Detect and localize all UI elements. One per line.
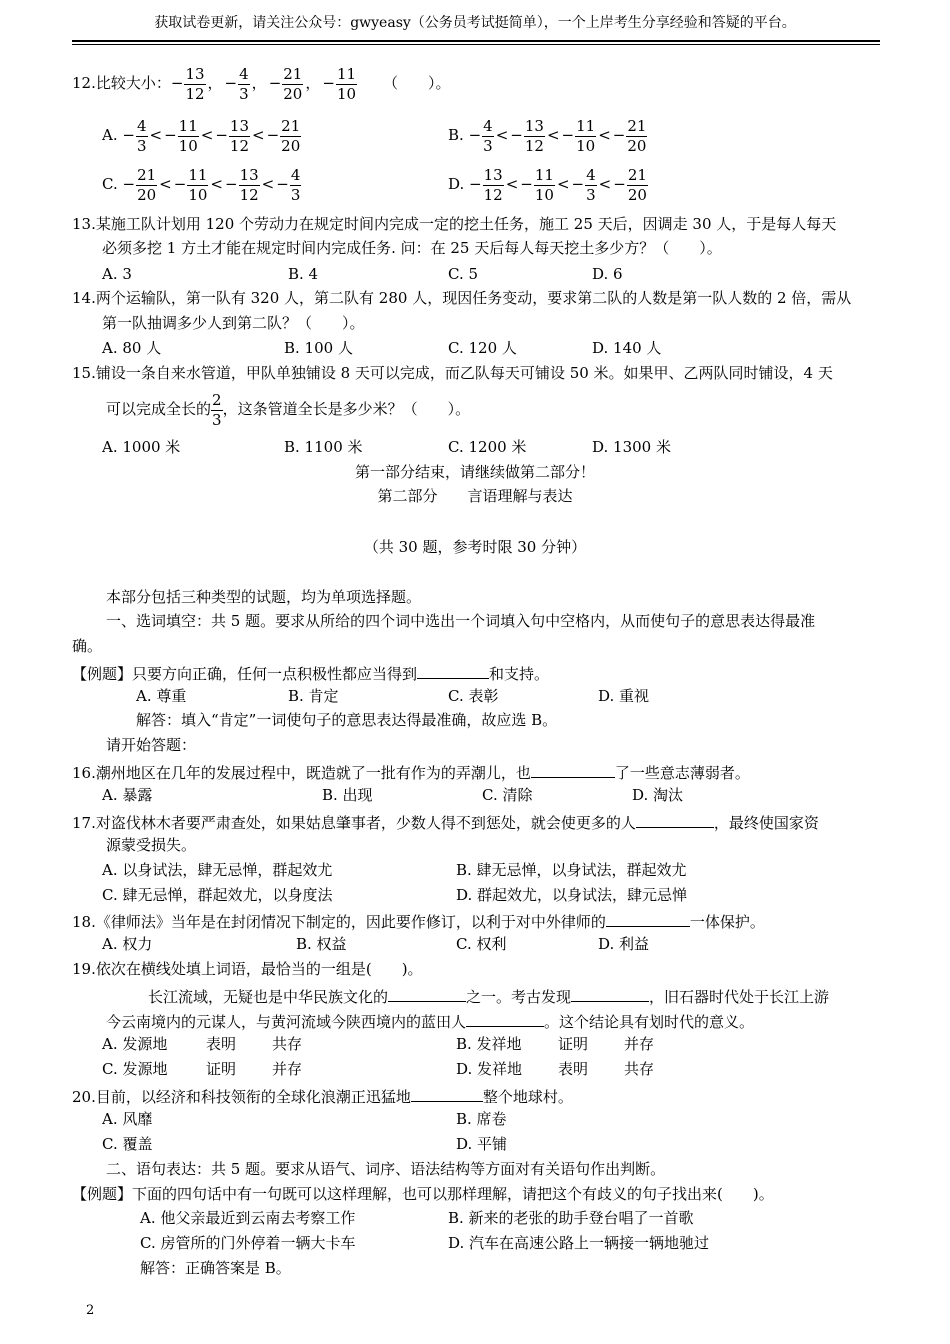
- less-than-sign: <: [149, 126, 163, 144]
- q19-option-b: [456, 1035, 655, 1053]
- q20-stem: [72, 1087, 573, 1105]
- fraction: [136, 118, 148, 154]
- opt-word: 共存: [272, 1035, 303, 1053]
- q18-stem: [72, 912, 765, 930]
- denominator: 10: [178, 136, 198, 155]
- example1-option-c: C. 表彰: [448, 687, 499, 705]
- q19-p1a: 长江流域，无疑也是中华民族文化的: [148, 988, 389, 1006]
- opt-word: C. 发源地: [102, 1060, 168, 1078]
- part2-intro: 本部分包括三种类型的试题，均为单项选择题。: [106, 588, 422, 606]
- opt-word: A. 发源地: [102, 1035, 168, 1053]
- example2-option-d: D. 汽车在高速公路上一辆接一辆地驰过: [448, 1234, 710, 1252]
- q20-option-c: C. 覆盖: [102, 1135, 153, 1153]
- minus-sign: −: [571, 175, 585, 193]
- opt-word: 表明: [206, 1035, 237, 1053]
- numerator: 11: [336, 65, 357, 83]
- fraction: [178, 118, 199, 154]
- q20-option-b: B. 席卷: [456, 1110, 507, 1128]
- minus-sign: −: [225, 175, 238, 193]
- example1-option-a: A. 尊重: [136, 687, 187, 705]
- numerator: 21: [281, 117, 301, 135]
- q20-option-d: D. 平铺: [456, 1135, 508, 1153]
- numerator: 21: [283, 65, 303, 83]
- denominator: 10: [188, 185, 208, 204]
- denominator: 20: [137, 185, 157, 204]
- q17-option-c: C. 肆无忌惮，群起效尤，以身度法: [102, 886, 333, 904]
- minus-sign: −: [613, 175, 626, 193]
- part2-subtitle: （共 30 题，参考时限 30 分钟）: [363, 538, 587, 556]
- example2-stem: 【例题】下面的四句话中有一句既可以这样理解，也可以那样理解，请把这个有歧义的句子找出来( )。: [72, 1185, 774, 1203]
- numerator: 4: [586, 166, 596, 184]
- q17-option-d: D. 群起效尤，以身试法，肆元忌惮: [456, 886, 688, 904]
- denominator: 3: [212, 410, 222, 429]
- denominator: 20: [281, 136, 301, 155]
- less-than-sign: <: [210, 175, 223, 193]
- blank: [531, 763, 615, 778]
- type1-line2: 确。: [72, 637, 103, 655]
- denominator: 10: [534, 185, 554, 204]
- denominator: 10: [336, 84, 357, 103]
- start-prompt: 请开始答题：: [106, 736, 197, 754]
- q15-line2-pre: 可以完成全长的: [106, 400, 212, 418]
- q18-option-c: C. 权利: [456, 935, 507, 953]
- numerator: 11: [576, 117, 596, 135]
- fraction: [627, 167, 648, 203]
- numerator: 21: [627, 117, 647, 135]
- q19-option-c: [102, 1060, 303, 1078]
- minus-sign: −: [612, 126, 626, 144]
- minus-sign: −: [468, 126, 482, 144]
- q16-option-a: A. 暴露: [102, 786, 153, 804]
- numerator: 21: [627, 166, 647, 184]
- blank: [417, 664, 489, 679]
- less-than-sign: <: [200, 126, 214, 144]
- example1-option-b: B. 肯定: [288, 687, 339, 705]
- q15-fraction: [211, 392, 223, 428]
- q14-option-d: D. 140 人: [592, 339, 662, 357]
- opt-word: 证明: [206, 1060, 237, 1078]
- less-than-sign: <: [252, 126, 265, 144]
- example2-option-c: C. 房管所的门外停着一辆大卡车: [140, 1234, 356, 1252]
- q12-option-a: [102, 118, 301, 154]
- less-than-sign: <: [598, 175, 612, 193]
- opt-word: 并存: [624, 1035, 655, 1053]
- q18-pre: 18.《律师法》当年是在封闭情况下制定的，因此要作修订，以利于对中外律师的: [72, 913, 606, 931]
- q17-pre: 17.对盗伐林木者要严肃查处，如果姑息肇事者，少数人得不到惩处，就会使更多的人: [72, 814, 636, 832]
- less-than-sign: <: [546, 126, 560, 144]
- less-than-sign: <: [556, 175, 570, 193]
- q13-option-d: D. 6: [592, 265, 623, 283]
- numerator: 4: [290, 166, 301, 184]
- numerator: 13: [524, 117, 544, 135]
- minus-sign: −: [173, 175, 187, 193]
- header-rule: [72, 40, 880, 42]
- q15-line2-post: ，这条管道全长是多少米？（ ）。: [222, 400, 471, 418]
- q14-option-a: A. 80 人: [102, 339, 162, 357]
- fraction: [280, 118, 301, 154]
- opt-word: B. 发祥地: [456, 1035, 522, 1053]
- q15-line1: 15.铺设一条自来水管道，甲队单独铺设 8 天可以完成，而乙队每天可铺设 50 米。如果甲、乙两队同时铺设，4 天: [72, 364, 833, 382]
- option-fractions: [122, 117, 301, 155]
- q12-stem-row: [72, 66, 451, 102]
- header-rule-thin: [72, 44, 880, 45]
- denominator: 3: [136, 136, 147, 155]
- fraction: [626, 118, 647, 154]
- minus-sign: −: [164, 126, 177, 144]
- denominator: 12: [239, 185, 259, 204]
- minus-sign: −: [520, 175, 533, 193]
- opt-word: 证明: [558, 1035, 589, 1053]
- fraction: [483, 167, 504, 203]
- minus-sign: −: [276, 175, 289, 193]
- q15-option-d: D. 1300 米: [592, 438, 671, 456]
- page-number: 2: [86, 1303, 95, 1318]
- q19-option-a: [102, 1035, 303, 1053]
- option-fractions: [468, 117, 648, 155]
- fraction: [184, 66, 205, 102]
- q18-option-b: B. 权益: [296, 935, 347, 953]
- fraction: [575, 118, 596, 154]
- option-label: C.: [102, 175, 118, 193]
- q12-option-d: [448, 167, 648, 203]
- example1-pre: 【例题】只要方向正确，任何一点积极性都应当得到: [72, 665, 418, 683]
- blank: [571, 987, 649, 1002]
- numerator: 4: [136, 117, 147, 135]
- fraction: [282, 66, 303, 102]
- q15-option-b: B. 1100 米: [284, 438, 363, 456]
- part2-title: 第二部分 言语理解与表达: [377, 487, 573, 505]
- fraction: [524, 118, 545, 154]
- comma: ，: [207, 74, 223, 92]
- fraction: [238, 66, 250, 102]
- q16-option-b: B. 出现: [322, 786, 373, 804]
- denominator: 3: [483, 136, 493, 155]
- example1-answer: 解答：填入“肯定”一词使句子的意思表达得最准确，故应选 B。: [136, 711, 558, 729]
- q19-p1b: 之一。考古发现: [466, 988, 572, 1006]
- option-label: D.: [448, 175, 465, 193]
- q14-line2: 第一队抽调多少人到第二队？（ ）。: [102, 314, 365, 332]
- option-label: A.: [102, 126, 118, 144]
- q20-pre: 20.目前，以经济和科技领衔的全球化浪潮正迅猛地: [72, 1088, 411, 1106]
- minus-sign: −: [215, 126, 228, 144]
- numerator: 13: [483, 166, 503, 184]
- fraction: [290, 167, 302, 203]
- q19-option-d: [456, 1060, 655, 1078]
- opt-word: 表明: [558, 1060, 589, 1078]
- fraction: [585, 167, 597, 203]
- opt-word: D. 发祥地: [456, 1060, 523, 1078]
- q17-stem: [72, 813, 819, 831]
- blank: [636, 813, 714, 828]
- q12-option-c: [102, 167, 301, 203]
- q16-post: 了一些意志薄弱者。: [614, 764, 750, 782]
- less-than-sign: <: [495, 126, 509, 144]
- option-fractions: [122, 166, 302, 204]
- fraction: [534, 167, 555, 203]
- q14-line1: 14.两个运输队，第一队有 320 人，第二队有 280 人，现因任务变动，要求第二队的人数是第一队人数的 2 倍，需从: [72, 289, 852, 307]
- example1-option-d: D. 重视: [598, 687, 650, 705]
- option-label: B.: [448, 126, 464, 144]
- q16-stem: [72, 763, 750, 781]
- numerator: 11: [188, 166, 208, 184]
- q12-option-b: [448, 118, 647, 154]
- q13-line2: 必须多挖 1 方土才能在规定时间内完成任务. 问：在 25 天后每人每天挖土多少方？（ ）。: [102, 239, 722, 257]
- fraction: [229, 118, 250, 154]
- q15-option-c: C. 1200 米: [448, 438, 527, 456]
- q12-stem: 12.比较大小：: [72, 74, 171, 92]
- fraction: [239, 167, 260, 203]
- header-notice: 获取试卷更新，请关注公众号：gwyeasy（公务员考试挺简单），一个上岸考生分享经验和答疑的平台。: [154, 15, 796, 31]
- q17-line2: 源蒙受损失。: [106, 836, 197, 854]
- q13-line1: 13.某施工队计划用 120 个劳动力在规定时间内完成一定的挖土任务，施工 25 天后，因调走 30 人，于是每人每天: [72, 215, 837, 233]
- blank: [411, 1087, 483, 1102]
- q17-option-b: B. 肆无忌惮，以身试法，群起效尤: [456, 861, 687, 879]
- q20-post: 整个地球村。: [482, 1088, 573, 1106]
- denominator: 12: [524, 136, 544, 155]
- q15-line2: [106, 392, 470, 428]
- example1-stem: [72, 664, 549, 682]
- denominator: 10: [576, 136, 596, 155]
- denominator: 12: [185, 84, 205, 103]
- numerator: 13: [229, 117, 250, 135]
- q20-option-a: A. 风靡: [102, 1110, 153, 1128]
- fraction: [336, 66, 357, 102]
- q13-option-b: B. 4: [288, 265, 319, 283]
- q17-option-a: A. 以身试法，肆无忌惮，群起效尤: [102, 861, 333, 879]
- numerator: 13: [239, 166, 259, 184]
- blank: [388, 987, 466, 1002]
- minus-sign: −: [322, 74, 335, 92]
- q13-option-a: A. 3: [102, 265, 132, 283]
- q16-option-d: D. 淘汰: [632, 786, 684, 804]
- fraction: [136, 167, 157, 203]
- comma: ，: [305, 74, 321, 92]
- example2-option-a: A. 他父亲最近到云南去考察工作: [140, 1209, 356, 1227]
- q18-option-a: A. 权力: [102, 935, 153, 953]
- denominator: 12: [483, 185, 503, 204]
- q16-pre: 16.潮州地区在几年的发展过程中，既造就了一批有作为的弄潮儿，也: [72, 764, 531, 782]
- denominator: 20: [283, 84, 303, 103]
- part1-end: 第一部分结束，请继续做第二部分！: [354, 463, 595, 481]
- q19-p1c: ，旧石器时代处于长江上游: [649, 988, 830, 1006]
- example2-option-b: B. 新来的老张的助手登台唱了一首歌: [448, 1209, 694, 1227]
- minus-sign: −: [224, 74, 238, 92]
- minus-sign: −: [268, 74, 282, 92]
- denominator: 3: [239, 84, 249, 103]
- q19-p2a: 今云南境内的元谋人，与黄河流域今陕西境内的蓝田人: [106, 1013, 467, 1031]
- fraction: [482, 118, 494, 154]
- q16-option-c: C. 清除: [482, 786, 533, 804]
- numerator: 4: [239, 65, 249, 83]
- denominator: 3: [290, 185, 301, 204]
- opt-word: 共存: [624, 1060, 655, 1078]
- q13-option-c: C. 5: [448, 265, 479, 283]
- less-than-sign: <: [159, 175, 172, 193]
- q14-option-c: C. 120 人: [448, 339, 517, 357]
- opt-word: 并存: [272, 1060, 303, 1078]
- example2-answer: 解答：正确答案是 B。: [140, 1259, 291, 1277]
- option-fractions: [469, 166, 648, 204]
- numerator: 4: [483, 117, 493, 135]
- denominator: 20: [627, 185, 647, 204]
- numerator: 11: [178, 117, 198, 135]
- numerator: 13: [185, 65, 205, 83]
- minus-sign: −: [122, 175, 136, 193]
- blank: [466, 1012, 544, 1027]
- q17-post: ，最终使国家资: [713, 814, 819, 832]
- numerator: 21: [137, 166, 157, 184]
- q12-fractions: [170, 65, 357, 103]
- minus-sign: −: [510, 126, 523, 144]
- numerator: 2: [212, 391, 222, 409]
- minus-sign: −: [469, 175, 482, 193]
- q18-post: 一体保护。: [689, 913, 765, 931]
- q19-passage-line2: [106, 1012, 754, 1030]
- q15-option-a: A. 1000 米: [102, 438, 181, 456]
- less-than-sign: <: [598, 126, 611, 144]
- comma: ，: [251, 74, 267, 92]
- example1-post: 和支持。: [489, 665, 550, 683]
- minus-sign: −: [122, 126, 135, 144]
- fraction: [187, 167, 208, 203]
- less-than-sign: <: [505, 175, 519, 193]
- q18-option-d: D. 利益: [598, 935, 650, 953]
- minus-sign: −: [170, 74, 184, 92]
- type2-intro: 二、语句表达：共 5 题。要求从语气、词序、语法结构等方面对有关语句作出判断。: [106, 1160, 666, 1178]
- q19-passage-line1: [148, 987, 829, 1005]
- numerator: 11: [534, 166, 554, 184]
- minus-sign: −: [266, 126, 280, 144]
- q19-p2b: 。这个结论具有划时代的意义。: [544, 1013, 755, 1031]
- less-than-sign: <: [261, 175, 275, 193]
- q12-paren: （ ）。: [383, 74, 451, 92]
- type1-line1: 一、选词填空：共 5 题。要求从所给的四个词中选出一个词填入句中空格内，从而使句子的意思表达得最准: [106, 612, 816, 630]
- minus-sign: −: [561, 126, 575, 144]
- denominator: 3: [586, 185, 596, 204]
- q14-option-b: B. 100 人: [284, 339, 353, 357]
- denominator: 20: [627, 136, 647, 155]
- q19-stem: 19.依次在横线处填上词语，最恰当的一组是( )。: [72, 960, 423, 978]
- blank: [606, 912, 690, 927]
- denominator: 12: [229, 136, 250, 155]
